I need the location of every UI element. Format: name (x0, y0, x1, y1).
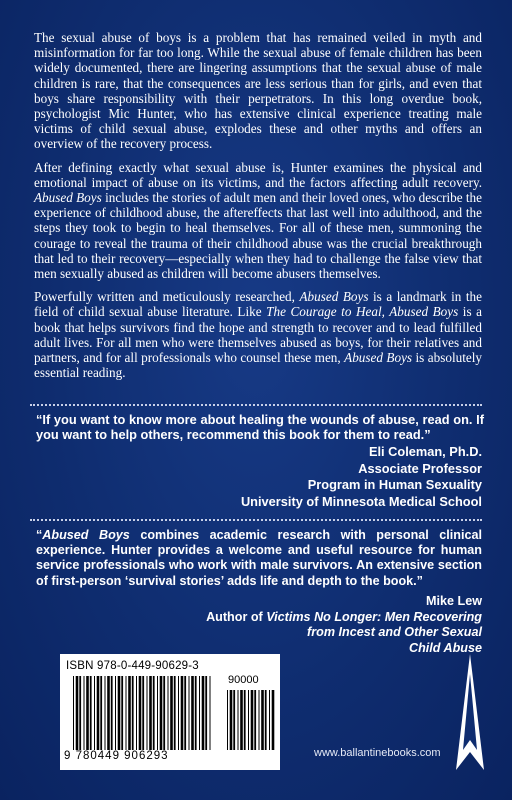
blurb-text: After defining exactly what sexual abuse is, Hunter examines the physical and emotional impact of abuse on its victims, and the factors affecting adult recovery. (34, 159, 482, 190)
book-title-italic: Abused Boys (34, 190, 102, 206)
blurb-paragraph-1: The sexual abuse of boys is a problem that has remained veiled in myth and misinformation for far too long. While the sexual abuse of female children has been widely documented, there are lingering assumptions that the sexual abuse of male children is rare, that the consequences are less serious than for girls, and even that boys share responsibility with their perpetrators. In this long overdue book, psychologist Mic Hunter, who has extensive clinical experience treating male victims of child sexual abuse, explodes these and other myths and offers an overview of the recovery process. (34, 30, 482, 152)
blurb-text: is absolutely essential reading. (34, 350, 482, 381)
blurb-text: Powerfully written and meticulously researched, (34, 289, 300, 305)
supplemental-barcode-icon (226, 690, 276, 750)
ballantine-logo-icon (446, 652, 494, 772)
barcode-icon (72, 676, 212, 750)
divider-middle (30, 519, 482, 521)
book-title-italic: Abused Boys (42, 528, 130, 542)
attribution-name: Mike Lew (426, 594, 482, 608)
divider-top (30, 404, 482, 406)
blurb-paragraph-2 (34, 160, 482, 282)
attribution-book-line2 (122, 625, 482, 641)
blurb-paragraph-3 (34, 289, 482, 380)
author-prefix: Author of (206, 609, 267, 624)
book-title-italic: Child Abuse (409, 640, 482, 655)
barcode-number: 9 780449 906293 (64, 750, 169, 762)
blurb-text: is a landmark in the field of child sexual abuse literature. Like (34, 289, 482, 320)
book-title-italic: The Courage to Heal, Abused Boys (266, 304, 459, 320)
barcode-panel (60, 654, 280, 770)
testimonial-2 (36, 528, 482, 589)
blurb (34, 30, 482, 388)
isbn-label: ISBN 978-0-449-90629-3 (66, 660, 199, 672)
price-code: 90000 (228, 674, 259, 686)
open-quote: “ (36, 528, 43, 542)
attribution-title: Associate Professor (358, 460, 482, 476)
book-title-italic: Victims No Longer: Men Recovering (266, 609, 482, 624)
book-title-italic: from Incest and Other Sexual (307, 625, 482, 640)
testimonial-1: “If you want to know more about healing the wounds of abuse, read on. If you want to help others, recommend this book for them to read.” (36, 412, 484, 443)
attribution-institution: University of Minnesota Medical School (240, 493, 482, 509)
publisher-url: www.ballantinebooks.com (314, 747, 441, 759)
book-title-italic: Abused Boys (344, 350, 413, 366)
attribution-department: Program in Human Sexuality (307, 477, 482, 492)
testimonial-1-attribution (182, 444, 482, 510)
attribution-name: Eli Coleman, Ph.D. (368, 444, 482, 459)
testimonial-2-text: combines academic research with personal clinical experience. Hunter provides a welcome and useful resource for human service professionals who work with male survivors. An extensive section of first-person ‘survival stories’ adds life and depth to the book.” (36, 528, 482, 588)
blurb-text: is a book that helps survivors find the hope and strength to recover and to lead fulfilled adult lives. For all men who were themselves abused as boys, for their relatives and partners, and for all professionals who counsel these men, (34, 304, 482, 366)
testimonial-2-attribution (122, 594, 482, 656)
blurb-text: includes the stories of adult men and their loved ones, who describe the experience of childhood abuse, the aftereffects that last well into adulthood, and the steps they took to begin to heal themselves. For all of these men, summoning the courage to reveal the trauma of their childhood abuse was the crucial breakthrough that led to their recovery—especially when they had to challenge the false view that men sexually abused as children will become abusers themselves. (34, 190, 482, 282)
book-title-italic: Abused Boys (299, 289, 369, 305)
attribution-book (122, 610, 482, 626)
